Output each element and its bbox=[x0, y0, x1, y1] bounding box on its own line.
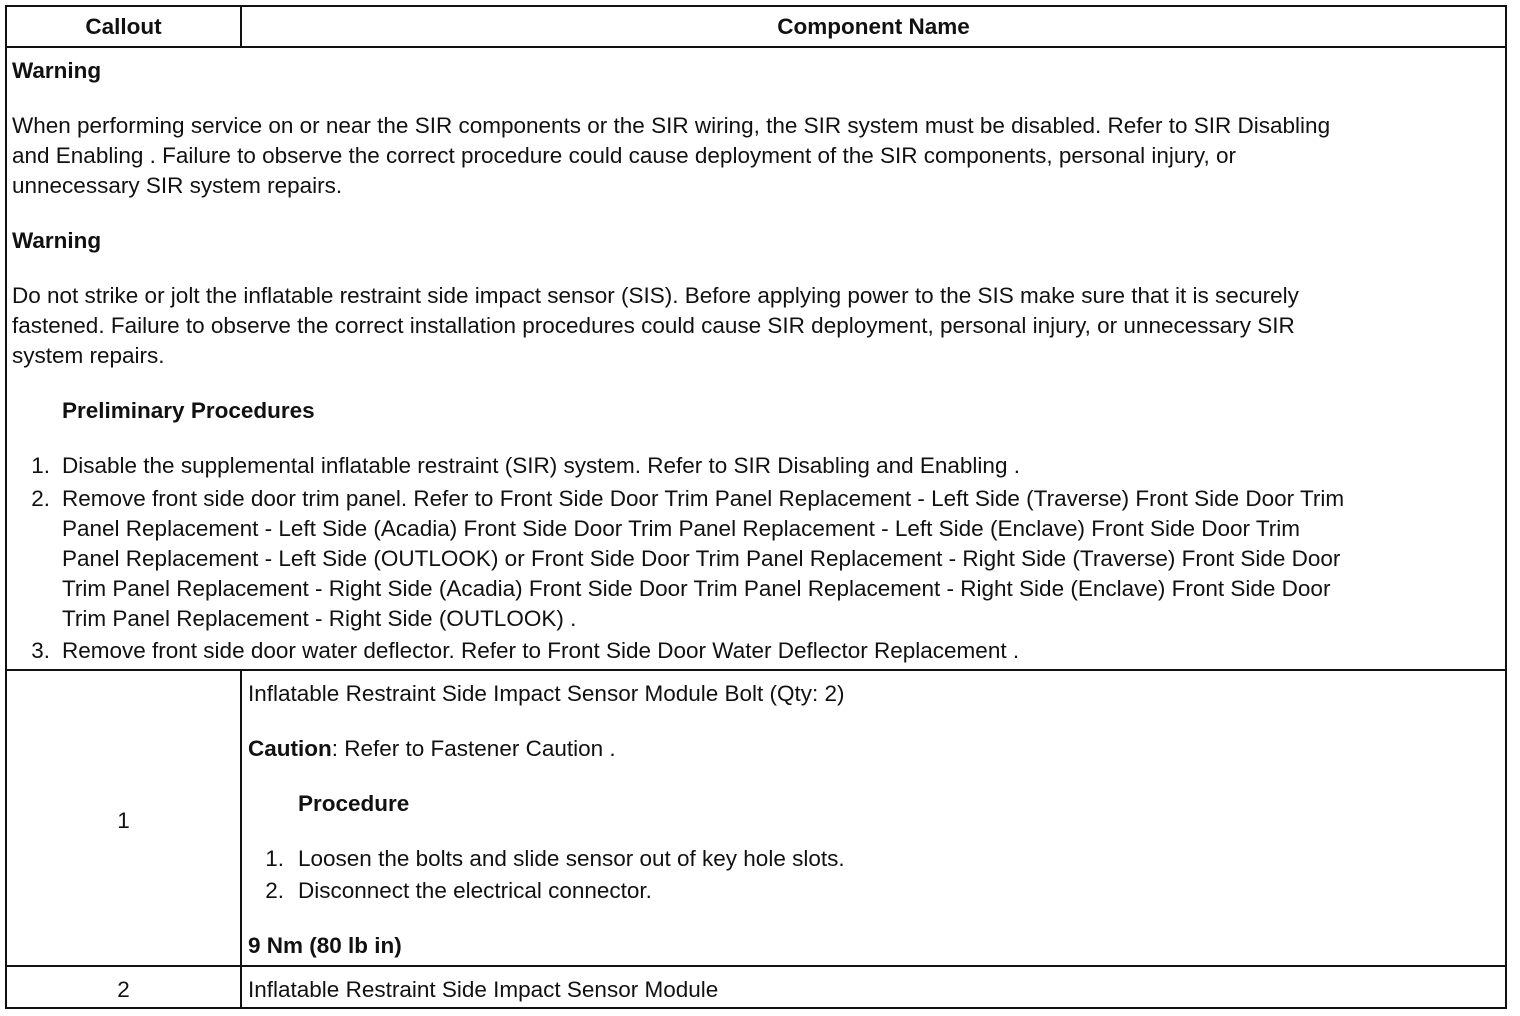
caution-line bbox=[248, 734, 616, 764]
row-divider bbox=[5, 965, 1507, 967]
procedure-step-text: Disconnect the electrical connector. bbox=[298, 878, 652, 903]
step-number: 2. bbox=[31, 486, 50, 511]
procedure-step-text: Loosen the bolts and slide sensor out of key hole slots. bbox=[298, 846, 845, 871]
preliminary-procedures-title: Preliminary Procedures bbox=[62, 398, 315, 423]
callout-number: 1 bbox=[117, 808, 130, 833]
warning-title-2: Warning bbox=[12, 228, 102, 253]
procedure-step-number: 2. bbox=[265, 878, 284, 903]
procedure-title: Procedure bbox=[298, 791, 410, 816]
header-component-name: Component Name bbox=[777, 14, 970, 39]
step-number: 3. bbox=[31, 638, 50, 663]
step-text: Remove front side door trim panel. Refer to Front Side Door Trim Panel Replacement - Left Side (Traverse) Front Side Door Trim bbox=[62, 486, 1345, 511]
step-number: 1. bbox=[31, 453, 50, 478]
warning-text-1-line-1: When performing service on or near the SIR components or the SIR wiring, the SIR system must be disabled. Refer to SIR Disabling bbox=[12, 113, 1331, 138]
callout-number: 2 bbox=[117, 977, 130, 1002]
caution-text: : Refer to Fastener Caution . bbox=[331, 736, 616, 761]
component-name: Inflatable Restraint Side Impact Sensor Module Bolt (Qty: 2) bbox=[248, 681, 845, 706]
header-callout: Callout bbox=[85, 14, 162, 39]
warning-text-1-line-2: and Enabling . Failure to observe the correct procedure could cause deployment of the SIR components, personal injury, or bbox=[12, 143, 1237, 168]
step-text: Panel Replacement - Left Side (Acadia) Front Side Door Trim Panel Replacement - Left Side (Enclave) Front Side Door Trim bbox=[62, 516, 1301, 541]
component-name: Inflatable Restraint Side Impact Sensor Module bbox=[248, 977, 719, 1002]
warning-text-2-line-2: fastened. Failure to observe the correct installation procedures could cause SIR deployment, personal injury, or unnecessary SIR bbox=[12, 313, 1295, 338]
step-text: Trim Panel Replacement - Right Side (OUTLOOK) . bbox=[62, 606, 577, 631]
warning-title-1: Warning bbox=[12, 58, 102, 83]
warning-text-2-line-3: system repairs. bbox=[12, 343, 165, 368]
torque-spec: 9 Nm (80 lb in) bbox=[248, 933, 402, 958]
warning-text-1-line-3: unnecessary SIR system repairs. bbox=[12, 173, 343, 198]
header-divider bbox=[5, 46, 1507, 48]
step-text: Remove front side door water deflector. Refer to Front Side Door Water Deflector Replacement . bbox=[62, 638, 1020, 663]
caution-label: Caution bbox=[248, 736, 332, 761]
warning-text-2-line-1: Do not strike or jolt the inflatable restraint side impact sensor (SIS). Before applying power to the SIS make sure that it is securely bbox=[12, 283, 1299, 308]
step-text: Trim Panel Replacement - Right Side (Acadia) Front Side Door Trim Panel Replacement - Right Side (Enclave) Front Side Door bbox=[62, 576, 1331, 601]
row-divider bbox=[5, 669, 1507, 671]
step-text: Panel Replacement - Left Side (OUTLOOK) or Front Side Door Trim Panel Replacement - Right Side (Traverse) Front Side Door bbox=[62, 546, 1341, 571]
column-divider bbox=[240, 669, 242, 1007]
procedure-step-number: 1. bbox=[265, 846, 284, 871]
step-text: Disable the supplemental inflatable restraint (SIR) system. Refer to SIR Disabling and Enabling . bbox=[62, 453, 1020, 478]
